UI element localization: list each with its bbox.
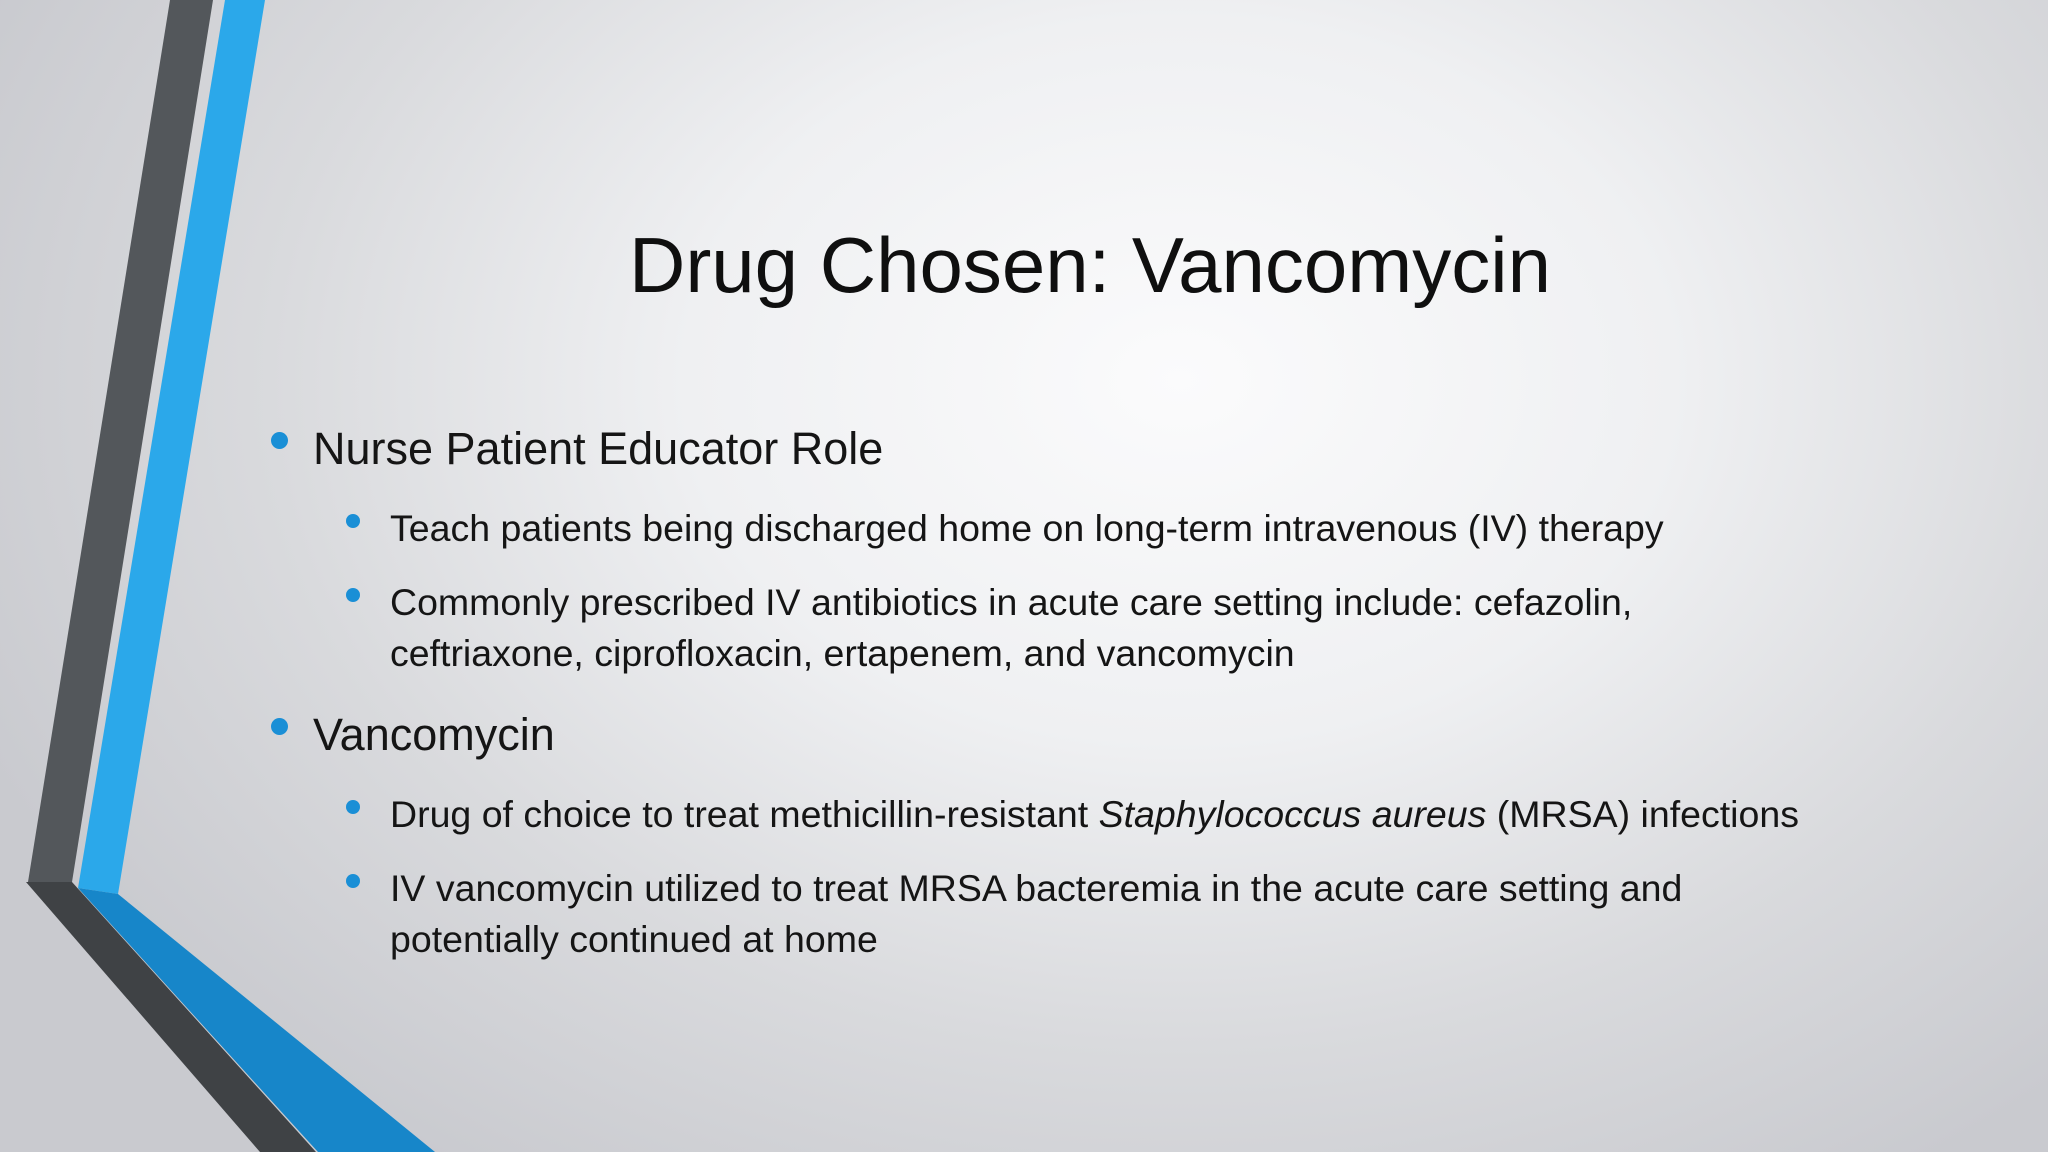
drug-of-choice-text: Drug of choice to treat methicillin-resistant: [390, 793, 1099, 835]
drug-of-choice-suffix: (MRSA) infections: [1486, 793, 1799, 835]
sub-bullet-dot: [346, 514, 360, 528]
bullet-dot: [271, 718, 288, 735]
bullet-dot: [271, 432, 288, 449]
sub-bullet-dot: [346, 588, 360, 602]
sub-bullet-iv-vancomycin-line2: potentially continued at home: [390, 918, 878, 960]
sub-bullet-iv-vancomycin-line1: IV vancomycin utilized to treat MRSA bacteremia in the acute care setting and: [390, 867, 1683, 909]
dark-gray-diagonal-stripe: [26, 882, 316, 1152]
sub-bullet-teach-patients: Teach patients being discharged home on long-term intravenous (IV) therapy: [390, 507, 1664, 549]
sub-bullet-common-antibiotics-line1: Commonly prescribed IV antibiotics in acute care setting include: cefazolin,: [390, 581, 1633, 623]
bullet-heading-vancomycin: Vancomycin: [313, 709, 555, 760]
sub-bullet-drug-of-choice: [390, 789, 1799, 840]
slide-title: Drug Chosen: Vancomycin: [629, 221, 1551, 309]
sub-bullet-dot: [346, 874, 360, 888]
sub-bullet-common-antibiotics-line2: ceftriaxone, ciprofloxacin, ertapenem, and vancomycin: [390, 632, 1295, 674]
organism-name: Staphylococcus aureus: [1098, 793, 1487, 835]
sub-bullet-dot: [346, 800, 360, 814]
bullet-heading-nurse-educator-role: Nurse Patient Educator Role: [313, 423, 884, 474]
